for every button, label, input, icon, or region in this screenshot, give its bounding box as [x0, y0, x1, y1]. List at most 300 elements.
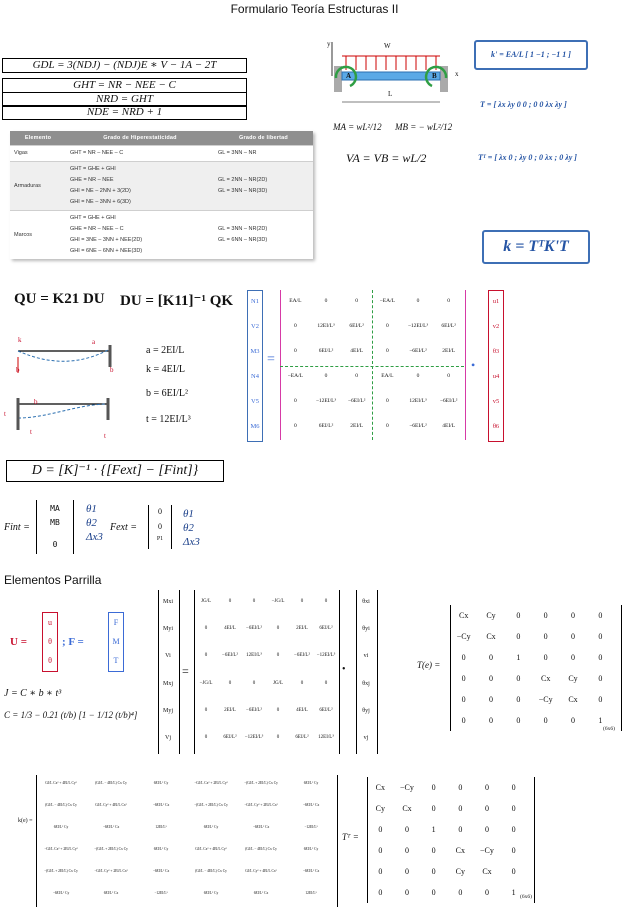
parrilla-right-labels	[356, 590, 376, 754]
cell-text: GHI = NE – 3NN + 6(3D)	[70, 199, 131, 205]
rotation-deflection-figure	[10, 335, 120, 380]
matrix-cell: 0	[598, 652, 603, 662]
matrix-cell: −6EI/L² Cx	[302, 803, 320, 807]
cell-text: GHE = NR – NEE	[70, 177, 114, 183]
matrix-cell: 0	[378, 866, 383, 876]
matrix-cell: 0	[416, 297, 420, 304]
coef-t: t = 12EI/L³	[146, 414, 191, 425]
matrix-cell: 12EI/L³	[409, 397, 427, 404]
matrix-cell: 0	[484, 782, 489, 792]
beam-load-label: W	[384, 42, 391, 50]
fint-vector	[36, 500, 74, 554]
f-item: M	[112, 637, 120, 646]
frame-disp-label: v2	[492, 322, 500, 330]
matrix-cell: −6EI/L² Cx	[252, 825, 270, 829]
theta-vector-2	[183, 507, 200, 549]
matrix-cell: 12EI/L³	[155, 825, 167, 829]
v-formula: VA = VB = wL/2	[346, 151, 427, 165]
tt-label: Tᵀ =	[342, 832, 359, 842]
parrilla-cells	[194, 590, 338, 754]
matrix-cell: 0	[484, 803, 489, 813]
matrix-cell: 0	[378, 845, 383, 855]
matrix-cell: 6EI/L² Cy	[303, 781, 319, 785]
matrix-cell: −12EI/L³	[244, 735, 264, 741]
matrix-cell: −12EI/L³	[304, 825, 318, 829]
matrix-cell: −6EI/L²	[409, 422, 427, 429]
row-armaduras: Armaduras	[10, 162, 66, 211]
fig-label: b	[34, 398, 38, 406]
matrix-cell: −JG/L	[199, 680, 213, 686]
beam-b-label: B	[432, 72, 437, 80]
matrix-cell: 6EI/L² Cx	[103, 891, 119, 895]
cell-text: GHT = GHE + GHI	[70, 215, 116, 221]
parrilla-force-label: Vj	[165, 735, 171, 742]
matrix-cell: 0	[204, 653, 208, 659]
fig-label: k	[18, 336, 22, 344]
matrix-cell: 0	[431, 866, 436, 876]
matrix-cell: 6EI/L²	[318, 347, 334, 354]
matrix-cell: −6EI/L²	[347, 397, 366, 404]
frame-left-labels	[247, 290, 263, 440]
matrix-cell: 0	[252, 598, 256, 604]
matrix-cell: 0	[516, 694, 521, 704]
cell-text: GHT = GHE + GHI	[70, 166, 116, 172]
matrix-cell: 0	[276, 626, 280, 631]
matrix-cell: −(GJ/L + 2EI/L) Cx Cy	[194, 803, 228, 807]
matrix-cell: 0	[378, 887, 383, 897]
cell-text: GHI = 3NE – 3NN + NEE(2D)	[70, 237, 143, 243]
nde-equation: NDE = NRD + 1	[2, 105, 247, 120]
matrix-cell: 2EI/L	[442, 347, 456, 354]
parrilla-heading: Elementos Parrilla	[4, 573, 102, 587]
matrix-cell: −EA/L	[287, 372, 303, 379]
matrix-cell: 0	[447, 297, 451, 304]
matrix-cell: 0	[355, 372, 359, 379]
u-item: θ	[48, 656, 52, 665]
col-libertad: Grado de libertad	[214, 131, 313, 146]
parrilla-disp-label: θxj	[362, 680, 370, 687]
matrix-cell: 0	[488, 673, 493, 683]
matrix-cell: 0	[461, 715, 466, 725]
matrix-cell: 0	[404, 887, 409, 897]
matrix-cell: 6EI/L² Cx	[253, 891, 269, 895]
parrilla-force-label: Myj	[162, 708, 173, 714]
matrix-cell: 4EI/L	[350, 347, 364, 354]
matrix-cell: −(GJ/L + 2EI/L) Cx Cy	[244, 781, 278, 785]
ke-cells	[36, 775, 336, 907]
matrix-cell: 2EI/L	[296, 626, 308, 631]
matrix-cell: 0	[431, 845, 436, 855]
beam-y-label: y	[327, 40, 331, 48]
matrix-cell: 6EI/L²	[223, 735, 237, 741]
matrix-cell: 0	[570, 631, 575, 641]
fint-zero: 0	[52, 540, 58, 549]
matrix-cell: 0	[385, 422, 389, 429]
matrix-cell: 6EI/L² Cy	[203, 825, 219, 829]
matrix-cell: 1	[598, 715, 603, 725]
matrix-cell: 6EI/L²	[319, 626, 333, 631]
u-item: θ	[48, 637, 52, 646]
matrix-cell: 6EI/L² Cy	[303, 847, 319, 851]
matrix-cell: −6EI/L² Cx	[152, 869, 170, 873]
matrix-cell: −6EI/L² Cy	[52, 891, 70, 895]
fig-label: t	[30, 428, 32, 436]
matrix-cell: 0	[378, 824, 383, 834]
matrix-cell: (GJ/L − 4EI/L) Cx Cy	[45, 803, 77, 807]
cell-text: GHT = NR – NEE – C	[70, 150, 124, 156]
cell-text: GL = 3NN – NR	[218, 150, 257, 156]
matrix-cell: 0	[570, 652, 575, 662]
frame-equals: =	[267, 352, 275, 367]
matrix-cell: 0	[458, 782, 463, 792]
cell-text: GHE = NR – NEE – C	[70, 226, 124, 232]
matrix-cell: 0	[404, 845, 409, 855]
qu-formula: QU = K21 DU	[14, 291, 105, 307]
matrix-cell: −6EI/L²	[222, 653, 238, 659]
matrix-cell: 0	[484, 824, 489, 834]
matrix-cell: 0	[598, 631, 603, 641]
matrix-cell: 0	[461, 673, 466, 683]
matrix-cell: 0	[516, 610, 521, 620]
matrix-cell: −(GJ/L + 2EI/L) Cx Cy	[44, 869, 78, 873]
matrix-cell: Cx	[486, 631, 496, 641]
matrix-cell: 0	[293, 422, 297, 429]
matrix-cell: 0	[511, 803, 516, 813]
matrix-cell: (GJ/L − 4EI/L) Cx Cy	[245, 847, 277, 851]
matrix-cell: 12EI/L³	[317, 322, 335, 329]
tt-matrix-local: Tᵀ = [ λx 0 ; λy 0 ; 0 λx ; 0 λy ]	[478, 153, 577, 162]
matrix-cell: 0	[488, 694, 493, 704]
matrix-cell: 4EI/L	[296, 708, 308, 713]
matrix-cell: Cx	[375, 782, 385, 792]
matrix-cell: Cy	[455, 866, 465, 876]
t-matrix-local: T = [ λx λy 0 0 ; 0 0 λx λy ]	[480, 100, 567, 109]
matrix-cell: 6EI/L² Cy	[203, 891, 219, 895]
matrix-cell: 0	[324, 598, 328, 604]
parrilla-left-labels	[158, 590, 178, 754]
matrix-cell: −12EI/L³	[407, 322, 429, 329]
matrix-cell: Cx	[402, 803, 412, 813]
gdl-equation: GDL = 3(NDJ) − (NDJ)E ∗ V − 1A − 2T	[2, 58, 247, 73]
matrix-cell: 0	[598, 610, 603, 620]
frame-disp-label: θ3	[492, 347, 500, 355]
matrix-cell: −Cy	[400, 782, 414, 792]
matrix-cell: EA/L	[381, 372, 394, 379]
grado-table	[10, 131, 313, 259]
matrix-cell: GJ/L Cy² + 4EI/L Cx²	[245, 869, 277, 873]
parrilla-disp-label: vi	[363, 653, 369, 660]
u-vector	[42, 612, 58, 672]
parrilla-force-label: Vi	[165, 653, 171, 660]
matrix-cell: −6EI/L²	[246, 626, 262, 631]
matrix-cell: −6EI/L²	[294, 653, 310, 659]
coef-a: a = 2EI/L	[146, 345, 185, 356]
matrix-cell: 0	[488, 715, 493, 725]
matrix-cell: 6EI/L² Cy	[153, 847, 169, 851]
matrix-cell: 0	[598, 694, 603, 704]
matrix-cell: 6EI/L²	[441, 322, 456, 329]
matrix-cell: 1	[516, 652, 521, 662]
theta-2: θ2	[183, 522, 194, 534]
u-item: u	[48, 618, 52, 627]
nrd-equation: NRD = GHT	[2, 92, 247, 107]
matrix-cell: 0	[543, 715, 548, 725]
matrix-cell: 0	[516, 715, 521, 725]
matrix-cell: 0	[488, 652, 493, 662]
f-vector	[108, 612, 124, 672]
theta-2: θ2	[86, 517, 97, 529]
matrix-cell: GJ/L Cy² + 4EI/L Cx²	[95, 803, 127, 807]
matrix-cell: −12EI/L³	[315, 397, 337, 404]
matrix-cell: −6EI/L²	[439, 397, 458, 404]
cell-text: GHI = 6NE – 6NN + NEE(3D)	[70, 248, 143, 254]
matrix-cell: 6EI/L²	[318, 422, 334, 429]
theta-vector-1	[86, 502, 103, 544]
matrix-cell: 4EI/L	[442, 422, 456, 429]
cell-text: GL = 6NN – NR(3D)	[218, 237, 268, 243]
matrix-cell: GJ/L Cx² + 4EI/L Cy²	[45, 781, 77, 785]
matrix-cell: 2EI/L	[350, 422, 364, 429]
matrix-cell: 0	[511, 866, 516, 876]
matrix-cell: 0	[447, 372, 451, 379]
matrix-cell: 12EI/L³	[305, 891, 317, 895]
k-global-box: k = TᵀK'T	[482, 230, 590, 264]
parrilla-force-label: Mxi	[162, 598, 173, 605]
matrix-cell: −12EI/L³	[154, 891, 168, 895]
matrix-cell: −6EI/L² Cx	[102, 825, 120, 829]
cell-text: GL = 3NN – NR(2D)	[218, 226, 268, 232]
fext-vector	[148, 505, 172, 549]
matrix-cell: −GJ/L Cy² + 2EI/L Cx²	[244, 803, 278, 807]
matrix-cell: 0	[570, 610, 575, 620]
delta-x3: Δx3	[86, 531, 103, 543]
matrix-cell: EA/L	[289, 297, 302, 304]
matrix-cell: 0	[293, 347, 297, 354]
coef-b: b = 6EI/L²	[146, 388, 188, 399]
matrix-cell: 0	[461, 694, 466, 704]
matrix-cell: −6EI/L²	[409, 347, 427, 354]
frame-force-label: N1	[251, 297, 259, 305]
frame-force-label: M6	[250, 422, 260, 430]
matrix-cell: 0	[543, 631, 548, 641]
matrix-cell: −GJ/L Cy² + 2EI/L Cx²	[94, 869, 128, 873]
beam-x-label: x	[455, 70, 459, 78]
matrix-cell: 0	[324, 680, 328, 686]
matrix-cell: 0	[511, 824, 516, 834]
matrix-cell: Cy	[486, 610, 496, 620]
matrix-cell: 0	[516, 673, 521, 683]
matrix-cell: 0	[404, 866, 409, 876]
fint-ma: MA	[50, 504, 60, 513]
delta-x3: Δx3	[183, 536, 200, 548]
row-marcos: Marcos	[10, 211, 66, 260]
fig-label: b	[16, 366, 20, 374]
ght-equation: GHT = NR − NEE − C	[2, 78, 247, 93]
matrix-cell: −EA/L	[379, 297, 395, 304]
matrix-cell: 0	[461, 652, 466, 662]
cell-text: GL = 3NN – NR(3D)	[218, 188, 268, 194]
parrilla-force-label: Myi	[162, 626, 173, 632]
matrix-cell: −(GJ/L + 2EI/L) Cx Cy	[94, 847, 128, 851]
matrix-cell: 0	[431, 803, 436, 813]
matrix-cell: 0	[543, 652, 548, 662]
matrix-cell: Cx	[458, 610, 469, 620]
beam-l-label: L	[388, 90, 393, 98]
f-item: F	[113, 618, 119, 627]
fig-label: a	[92, 338, 96, 346]
fig-label: t	[104, 432, 106, 440]
matrix-cell: −JG/L	[271, 598, 285, 604]
matrix-cell: Cy	[375, 803, 385, 813]
te-cells	[450, 605, 614, 731]
du-formula: DU = [K11]⁻¹ QK	[120, 293, 234, 309]
parrilla-disp-label: θxi	[362, 598, 370, 605]
parrilla-dot: •	[342, 664, 346, 675]
frame-force-label: V5	[251, 397, 259, 405]
ke-label: k(e) =	[18, 818, 33, 824]
col-hiperestaticidad: Grado de Hiperestaticidad	[66, 131, 214, 146]
matrix-cell: 0	[484, 887, 489, 897]
matrix-cell: Cx	[568, 694, 578, 704]
matrix-cell: 12EI/L³	[318, 735, 334, 741]
matrix-cell: −6EI/L² Cx	[152, 803, 170, 807]
matrix-cell: Cx	[540, 673, 551, 683]
matrix-cell: 0	[416, 372, 420, 379]
c-formula: C = 1/3 − 0.21 (t/b) [1 − 1/12 (t/b)⁴]	[4, 710, 138, 720]
fext-0: 0	[158, 507, 162, 516]
matrix-cell: −Cy	[480, 845, 494, 855]
matrix-cell: 0	[431, 782, 436, 792]
d-equation: D = [K]⁻¹ · {[Fext] − [Fint]}	[6, 460, 224, 482]
frame-force-label: V2	[251, 322, 259, 330]
fext-1: 0	[158, 522, 162, 531]
fext-p1: P1	[156, 536, 164, 542]
parrilla-equals: =	[182, 664, 189, 678]
matrix-cell: 0	[511, 845, 516, 855]
matrix-cell: −6EI/L² Cx	[302, 869, 320, 873]
frame-disp-label: θ6	[492, 422, 500, 430]
frame-cells	[280, 290, 464, 440]
cell-text: GL = 2NN – NR(2D)	[218, 177, 268, 183]
cell-text: GHI = NE – 2NN + 3(2D)	[70, 188, 131, 194]
matrix-cell: (GJ/L − 4EI/L) Cx Cy	[95, 781, 127, 785]
matrix-cell: −GJ/L Cx² + 2EI/L Cy²	[44, 847, 78, 851]
matrix-cell: 0	[204, 735, 208, 741]
fint-label: Fint =	[4, 522, 30, 533]
f-item: T	[113, 656, 119, 665]
matrix-cell: 0	[516, 631, 521, 641]
frame-dot: •	[471, 358, 476, 372]
matrix-cell: Cx	[482, 866, 492, 876]
matrix-cell: 1	[431, 824, 436, 834]
coef-k: k = 4EI/L	[146, 364, 185, 375]
matrix-cell: 0	[458, 887, 463, 897]
theta-1: θ1	[183, 508, 194, 520]
matrix-cell: (GJ/L − 4EI/L) Cx Cy	[195, 869, 227, 873]
matrix-cell: 12EI/L³	[246, 653, 262, 659]
parrilla-force-label: Mxj	[162, 680, 173, 687]
matrix-cell: 6EI/L²	[295, 735, 309, 741]
te-size: (6x6)	[603, 726, 615, 732]
frame-disp-label: v5	[492, 397, 500, 405]
matrix-cell: 0	[204, 708, 208, 713]
matrix-cell: 0	[228, 598, 232, 604]
frame-right-labels	[488, 290, 504, 440]
matrix-cell: 6EI/L²	[349, 322, 364, 329]
matrix-cell: Cx	[455, 845, 465, 855]
row-vigas: Vigas	[10, 146, 66, 162]
matrix-cell: 0	[431, 887, 436, 897]
matrix-cell: 0	[300, 598, 304, 604]
matrix-cell: 0	[324, 372, 328, 379]
matrix-cell: 0	[355, 297, 359, 304]
f-label: ; F =	[62, 636, 84, 648]
matrix-cell: −Cy	[538, 694, 553, 704]
matrix-cell: −GJ/L Cx² + 2EI/L Cy²	[194, 781, 228, 785]
matrix-cell: −6EI/L²	[246, 708, 262, 713]
matrix-cell: 0	[293, 322, 297, 329]
matrix-cell: GJ/L Cx² + 4EI/L Cy²	[195, 847, 227, 851]
col-elemento: Elemento	[10, 131, 66, 146]
matrix-cell: JG/L	[273, 680, 283, 686]
fext-label: Fext =	[110, 522, 138, 533]
matrix-cell: 0	[276, 708, 280, 713]
fint-mb: MB	[50, 518, 60, 527]
te-label: T(e) =	[417, 660, 441, 670]
matrix-cell: 0	[385, 347, 389, 354]
matrix-cell: 0	[598, 673, 603, 683]
fig-label: b	[110, 366, 114, 374]
matrix-cell: 0	[293, 397, 297, 404]
u-label: U =	[10, 636, 27, 648]
parrilla-disp-label: vj	[363, 735, 369, 742]
matrix-cell: 1	[511, 887, 516, 897]
frame-disp-label: u4	[492, 372, 500, 380]
mb-formula: MB = − wL²/12	[395, 122, 453, 132]
matrix-cell: 6EI/L² Cy	[53, 825, 69, 829]
matrix-cell: 0	[458, 824, 463, 834]
frame-force-label: N4	[251, 372, 259, 380]
tt-size: (6x6)	[520, 894, 532, 900]
matrix-cell: 2EI/L	[224, 708, 236, 713]
parrilla-disp-label: θyj	[362, 708, 370, 714]
matrix-cell: 0	[458, 803, 463, 813]
matrix-cell: 0	[228, 680, 232, 686]
matrix-cell: 6EI/L² Cy	[153, 781, 169, 785]
matrix-cell: −12EI/L³	[316, 653, 336, 659]
matrix-cell: 0	[570, 715, 575, 725]
kprime-box: k' = EA/L [ 1 −1 ; −1 1 ]	[474, 40, 588, 70]
matrix-cell: 0	[300, 680, 304, 686]
matrix-cell: 4EI/L	[224, 626, 236, 631]
matrix-cell: 0	[276, 653, 280, 659]
matrix-cell: JG/L	[201, 598, 211, 604]
frame-force-label: M3	[250, 347, 260, 355]
matrix-cell: 0	[324, 297, 328, 304]
ma-formula: MA = wL²/12	[333, 122, 382, 132]
matrix-cell: 0	[404, 824, 409, 834]
matrix-cell: −Cy	[456, 631, 471, 641]
matrix-cell: 0	[204, 626, 208, 631]
matrix-cell: 0	[543, 610, 548, 620]
fig-label: t	[4, 410, 6, 418]
page-title: Formulario Teoría Estructuras II	[230, 2, 399, 16]
matrix-cell: 0	[511, 782, 516, 792]
matrix-cell: Cy	[568, 673, 578, 683]
tt-cells	[367, 777, 527, 903]
matrix-cell: 0	[385, 322, 389, 329]
matrix-cell: 0	[276, 735, 280, 741]
